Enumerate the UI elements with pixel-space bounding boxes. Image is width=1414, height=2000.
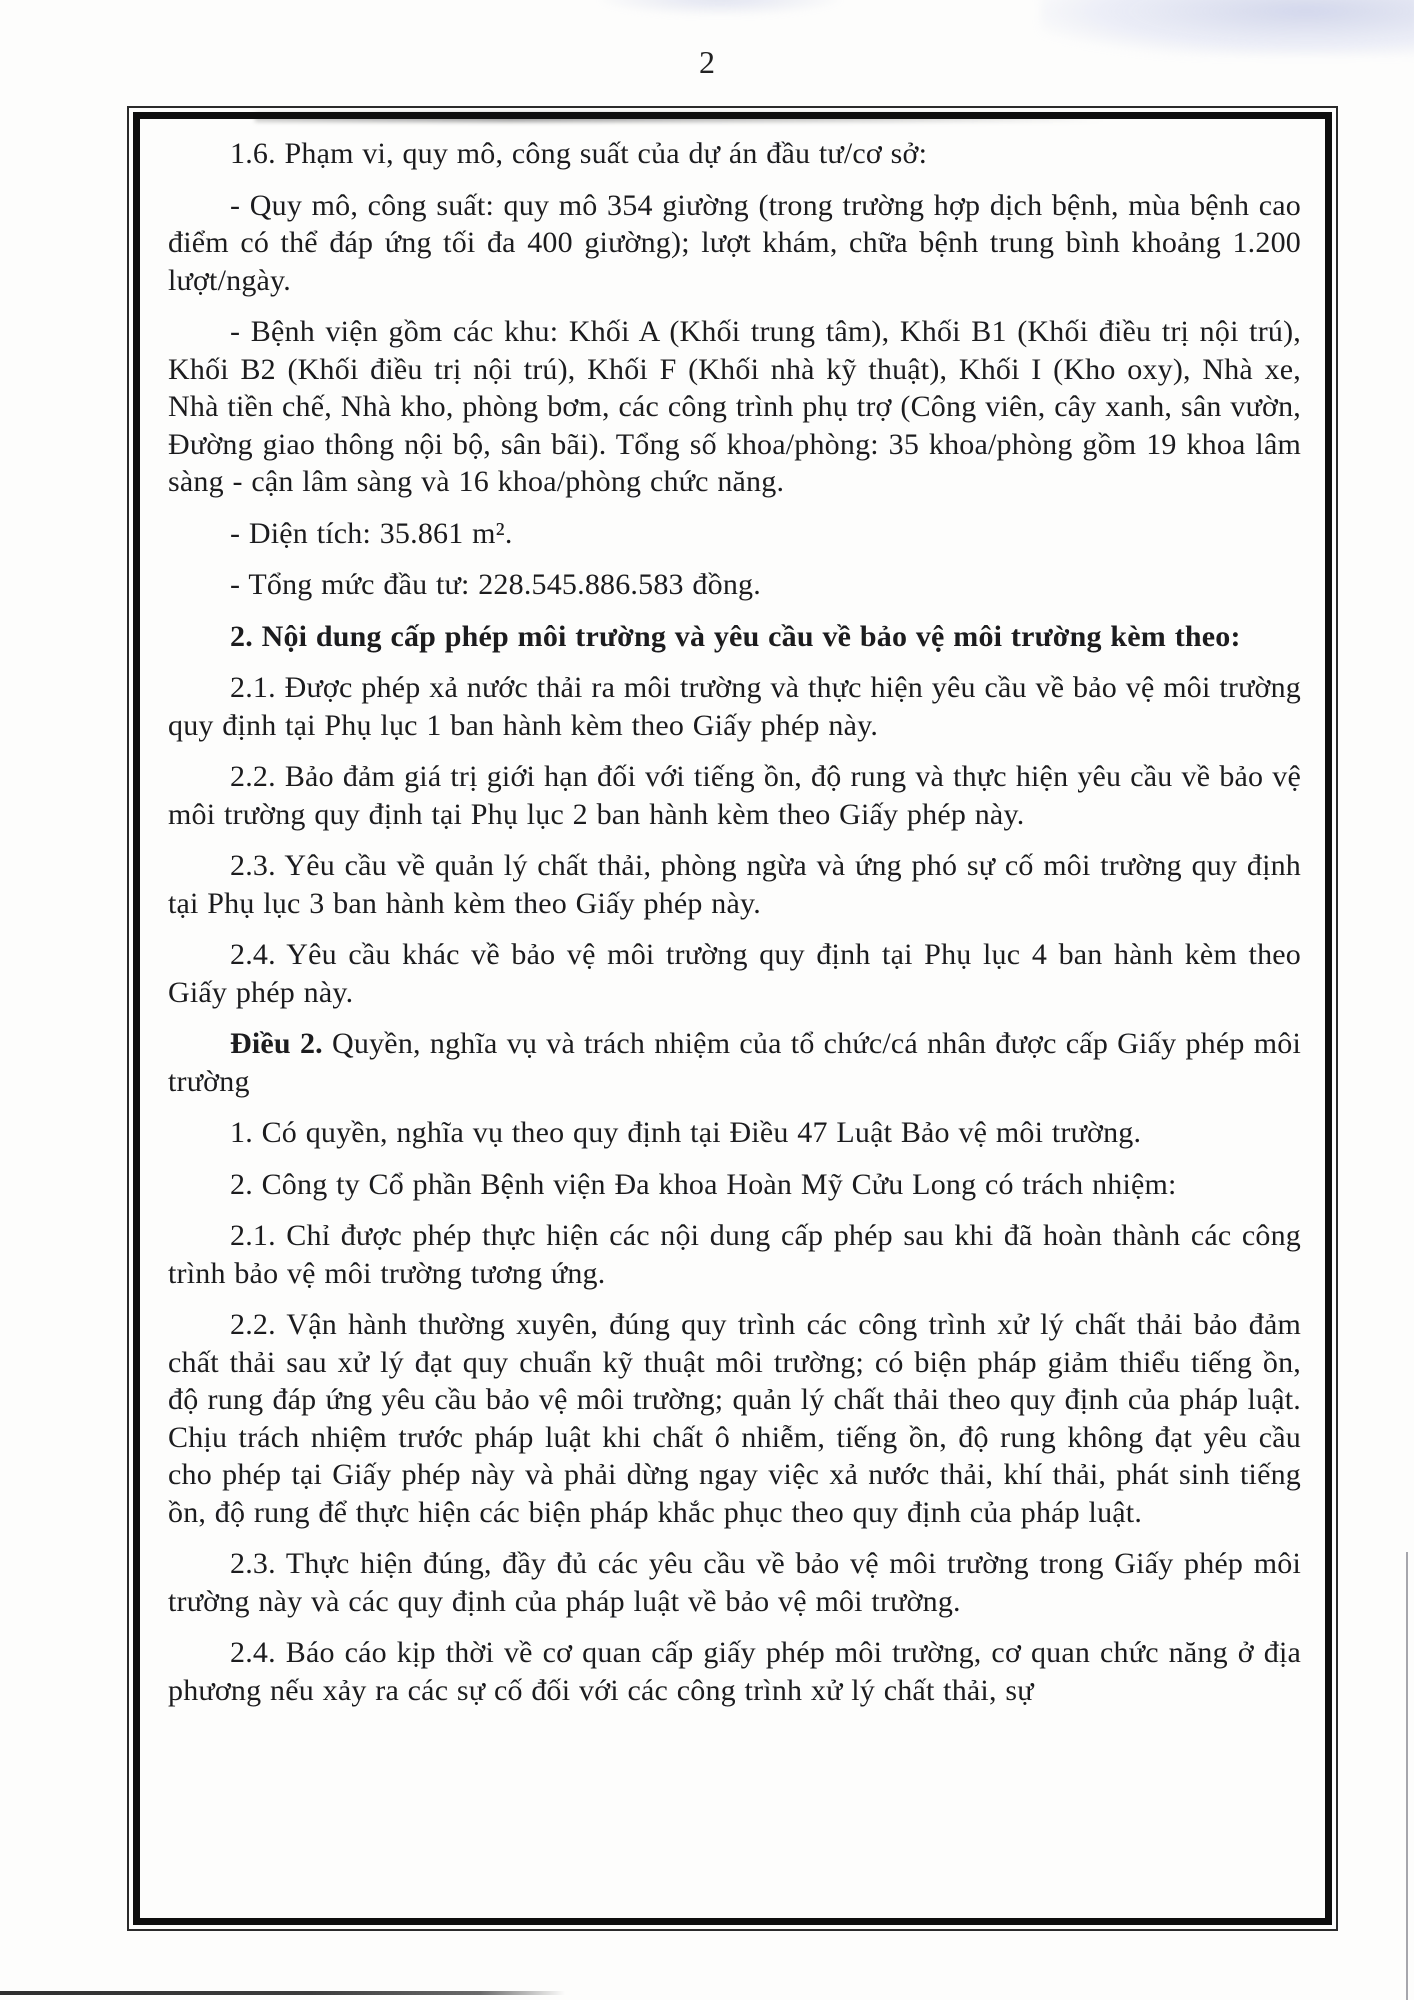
clause-area: - Diện tích: 35.861 m².	[230, 516, 513, 550]
clause-company-responsibility: 2. Công ty Cổ phần Bệnh viện Đa khoa Hoàn Mỹ Cửu Long có trách nhiệm:	[230, 1167, 1177, 1201]
page-number: 2	[699, 44, 715, 80]
article-2-title: Quyền, nghĩa vụ và trách nhiệm của tổ chức/cá nhân được cấp Giấy phép môi trường	[168, 1027, 1301, 1098]
clause-r2-3-compliance: 2.3. Thực hiện đúng, đầy đủ các yêu cầu về bảo vệ môi trường trong Giấy phép môi trường này và các quy định của pháp luật về bảo vệ môi trường.	[168, 1547, 1301, 1618]
clause-2-4-other-requirements: 2.4. Yêu cầu khác về bảo vệ môi trường quy định tại Phụ lục 4 ban hành kèm theo Giấy phép này.	[168, 938, 1301, 1009]
clause-1-6-heading: 1.6. Phạm vi, quy mô, công suất của dự án đầu tư/cơ sở:	[230, 137, 928, 170]
clause-total-investment: - Tổng mức đầu tư: 228.545.886.583 đồng.	[230, 568, 761, 601]
document-body	[140, 119, 1325, 1918]
clause-scale-capacity: - Quy mô, công suất: quy mô 354 giường (trong trường hợp dịch bệnh, mùa bệnh cao điểm có thể đáp ứng tối đa 400 giường); lượt khám, chữa bệnh trung bình khoảng 1.200 lượt/ngày.	[168, 188, 1301, 297]
clause-r2-4-reporting: 2.4. Báo cáo kịp thời về cơ quan cấp giấy phép môi trường, cơ quan chức năng ở địa phương nếu xảy ra các sự cố đối với các công trình xử lý chất thải, sự	[168, 1636, 1301, 1707]
clause-2-1-wastewater: 2.1. Được phép xả nước thải ra môi trường và thực hiện yêu cầu về bảo vệ môi trường quy định tại Phụ lục 1 ban hành kèm theo Giấy phép này.	[168, 671, 1301, 742]
clause-r2-1-permitted-contents: 2.1. Chỉ được phép thực hiện các nội dung cấp phép sau khi đã hoàn thành các công trình bảo vệ môi trường tương ứng.	[168, 1219, 1301, 1290]
scan-smudge	[600, 0, 840, 16]
article-2-heading	[168, 1025, 1301, 1100]
section-2-heading: 2. Nội dung cấp phép môi trường và yêu cầu về bảo vệ môi trường kèm theo:	[230, 619, 1241, 653]
scan-artifact-line	[0, 1991, 565, 1995]
clause-rights-duties: 1. Có quyền, nghĩa vụ theo quy định tại Điều 47 Luật Bảo vệ môi trường.	[230, 1116, 1142, 1149]
article-2-label: Điều 2.	[230, 1027, 323, 1060]
document-border-frame	[127, 106, 1338, 1931]
clause-r2-2-operation: 2.2. Vận hành thường xuyên, đúng quy trình các công trình xử lý chất thải bảo đảm chất thải sau xử lý đạt quy chuẩn kỹ thuật môi trường; có biện pháp giảm thiểu tiếng ồn, độ rung đáp ứng yêu cầu bảo vệ môi trường; quản lý chất thải theo quy định của pháp luật. Chịu trách nhiệm trước pháp luật khi chất ô nhiễm, tiếng ồn, độ rung không đạt yêu cầu cho phép tại Giấy phép này và phải dừng ngay việc xả nước thải, khí thải, phát sinh tiếng ồn, độ rung để thực hiện các biện pháp khắc phục theo quy định của pháp luật.	[168, 1308, 1301, 1529]
document-border-inner	[133, 112, 1332, 1925]
scan-artifact-line	[1406, 1552, 1408, 2000]
clause-2-3-waste-management: 2.3. Yêu cầu về quản lý chất thải, phòng ngừa và ứng phó sự cố môi trường quy định tại Phụ lục 3 ban hành kèm theo Giấy phép này.	[168, 849, 1301, 920]
clause-hospital-blocks: - Bệnh viện gồm các khu: Khối A (Khối trung tâm), Khối B1 (Khối điều trị nội trú), Khối B2 (Khối điều trị nội trú), Khối F (Khối nhà kỹ thuật), Khối I (Kho oxy), Nhà xe, Nhà tiền chế, Nhà kho, phòng bơm, các công trình phụ trợ (Công viên, cây xanh, sân vườn, Đường giao thông nội bộ, sân bãi). Tổng số khoa/phòng: 35 khoa/phòng gồm 19 khoa lâm sàng - cận lâm sàng và 16 khoa/phòng chức năng.	[168, 315, 1301, 498]
clause-2-2-noise-limits: 2.2. Bảo đảm giá trị giới hạn đối với tiếng ồn, độ rung và thực hiện yêu cầu về bảo vệ môi trường quy định tại Phụ lục 2 ban hành kèm theo Giấy phép này.	[168, 760, 1301, 831]
